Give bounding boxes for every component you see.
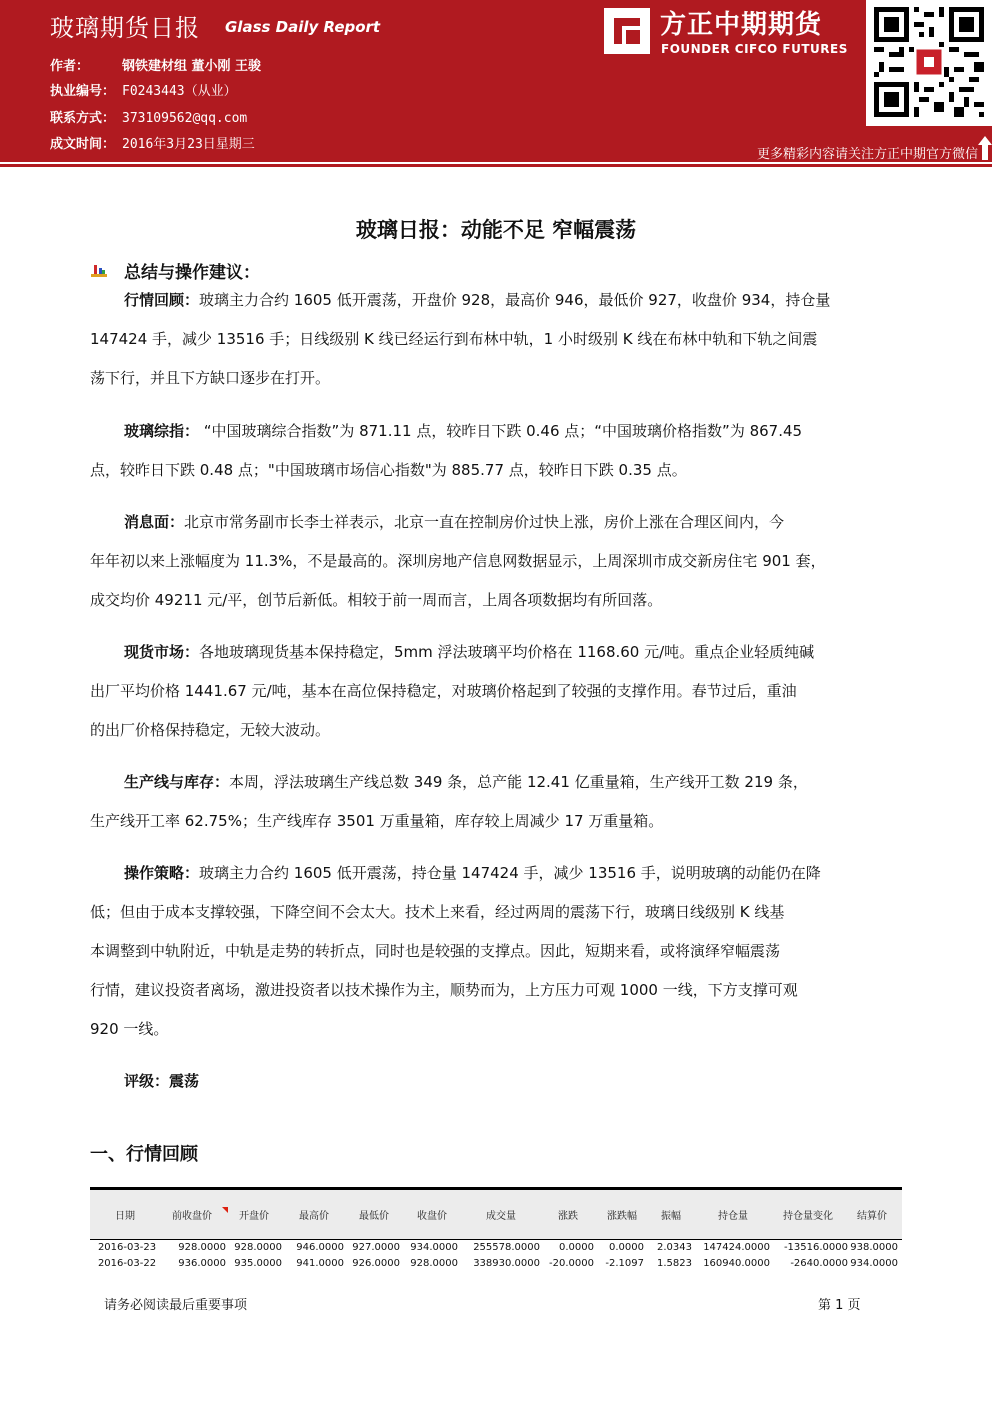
rating-value: 震荡 (169, 1072, 200, 1090)
table-header-cell: 涨跌 (558, 1211, 578, 1222)
table-cell: 938.0000 (850, 1242, 898, 1253)
para-line: 玻璃主力合约 1605 低开震荡，持仓量 147424 手，减少 13516 手，说明玻璃的动能仍在降 (199, 864, 821, 882)
table-cell: 934.0000 (410, 1242, 458, 1253)
para-lead: 现货市场： (124, 643, 200, 661)
report-title-en: Glass Daily Report (225, 18, 381, 36)
summary-heading (90, 258, 260, 283)
table-cell: 934.0000 (850, 1258, 898, 1269)
para-glass-index (90, 412, 906, 490)
qr-code-icon (874, 6, 984, 118)
date-row (50, 133, 255, 152)
contact-value[interactable]: 373109562@qq.com (122, 111, 248, 126)
table-cell: 941.0000 (296, 1258, 344, 1269)
wechat-qr-code[interactable] (866, 0, 992, 126)
date-value: 2016年3月23日星期三 (122, 137, 255, 152)
table-cell: 160940.0000 (703, 1258, 770, 1269)
table-cell: 2016-03-22 (97, 1258, 157, 1269)
summary-heading-text: 总结与操作建议： (124, 263, 260, 283)
table-cell: 928.0000 (234, 1242, 282, 1253)
table-header-cell: 振幅 (661, 1211, 681, 1222)
license-label: 执业编号： (50, 84, 116, 99)
para-line: 年年初以来上涨幅度为 11.3%，不是最高的。深圳房地产信息网数据显示，上周深圳市成交新房住宅 901 套， (90, 552, 826, 570)
para-line: 低；但由于成本支撑较强，下降空间不会太大。技术上来看，经过两周的震荡下行，玻璃日线级别 K 线基 (90, 903, 785, 921)
para-line: 920 一线。 (90, 1020, 169, 1038)
table-header-cell: 前收盘价 (172, 1211, 212, 1222)
para-line: 北京市常务副市长李士祥表示，北京一直在控制房价过快上涨，房价上涨在合理区间内，今 (184, 513, 785, 531)
table-cell: -13516.0000 (783, 1242, 848, 1253)
para-strategy (90, 854, 906, 1049)
para-line: 生产线开工率 62.75%；生产线库存 3501 万重量箱，库存较上周减少 17 万重量箱。 (90, 812, 664, 830)
para-line: 成交均价 49211 元/平，创节后新低。相较于前一周而言，上周各项数据均有所回落。 (90, 591, 663, 609)
para-lead: 行情回顾： (124, 291, 200, 309)
contact-label: 联系方式： (50, 111, 116, 126)
table-cell: -20.0000 (549, 1258, 594, 1269)
logo-text-en: FOUNDER CIFCO FUTURES (661, 42, 848, 56)
table-header-cell: 涨跌幅 (607, 1211, 637, 1222)
para-line: 各地玻璃现货基本保持稳定，5mm 浮法玻璃平均价格在 1168.60 元/吨。重点企业轻质纯碱 (199, 643, 815, 661)
table-header-cell: 最高价 (299, 1211, 329, 1222)
table-header-cell: 开盘价 (239, 1211, 269, 1222)
table-header-cell: 收盘价 (417, 1211, 447, 1222)
para-line: 的出厂价格保持稳定，无较大波动。 (90, 721, 331, 739)
table-cell: 935.0000 (234, 1258, 282, 1269)
footer-disclaimer-note: 请务必阅读最后重要事项 (104, 1298, 248, 1313)
author-value: 钢铁建材组 董小刚 王骏 (122, 59, 262, 74)
table-cell: 255578.0000 (473, 1242, 540, 1253)
para-line: 本周，浮法玻璃生产线总数 349 条，总产能 12.41 亿重量箱，生产线开工数 219 条， (229, 773, 808, 791)
para-lead: 操作策略： (124, 864, 200, 882)
rating-label: 评级： (124, 1072, 170, 1090)
page-number: 第 1 页 (818, 1298, 861, 1313)
table-cell: 338930.0000 (473, 1258, 540, 1269)
para-line: 147424 手，减少 13516 手；日线级别 K 线已经运行到布林中轨，1 小时级别 K 线在布林中轨和下轨之间震 (90, 330, 818, 348)
table-cell: 936.0000 (178, 1258, 226, 1269)
table-cell: 927.0000 (352, 1242, 400, 1253)
para-lead: 生产线与库存： (124, 773, 230, 791)
table-cell: 928.0000 (410, 1258, 458, 1269)
table-header-cell: 持仓量变化 (783, 1211, 833, 1222)
table-header-cell: 最低价 (359, 1211, 389, 1222)
bullet-marker-icon (90, 262, 108, 280)
arrow-up-icon (978, 136, 992, 160)
para-line: 出厂平均价格 1441.67 元/吨，基本在高位保持稳定，对玻璃价格起到了较强的支撑作用。春节过后，重油 (90, 682, 797, 700)
para-line: 行情，建议投资者离场，激进投资者以技术操作为主，顺势而为，上方压力可观 1000 一线，下方支撑可观 (90, 981, 798, 999)
para-production-inventory (90, 763, 906, 841)
report-header (0, 0, 992, 162)
table-cell: 946.0000 (296, 1242, 344, 1253)
logo-text-cn: 方正中期期货 (660, 10, 823, 40)
table-cell: 2.0343 (657, 1242, 692, 1253)
para-line: 荡下行，并且下方缺口逐步在打开。 (90, 369, 331, 387)
para-news (90, 503, 906, 620)
license-value: F0243443（从业） (122, 84, 237, 99)
author-label: 作者： (50, 59, 90, 74)
table-cell: -2.1097 (605, 1258, 644, 1269)
license-row (50, 80, 237, 99)
table-cell: 926.0000 (352, 1258, 400, 1269)
table-header-cell: 持仓量 (718, 1211, 748, 1222)
table-cell: -2640.0000 (790, 1258, 848, 1269)
para-line: “中国玻璃综合指数”为 871.11 点，较昨日下跌 0.46 点；“中国玻璃价格指数”为 867.45 (199, 422, 803, 440)
table-header-cell: 成交量 (486, 1211, 516, 1222)
table-cell: 0.0000 (609, 1242, 644, 1253)
table-cell: 1.5823 (657, 1258, 692, 1269)
table-cell: 147424.0000 (703, 1242, 770, 1253)
para-market-review (90, 281, 906, 398)
table-cell: 928.0000 (178, 1242, 226, 1253)
table-cell: 2016-03-23 (97, 1242, 157, 1253)
para-line: 点，较昨日下跌 0.48 点；"中国玻璃市场信心指数"为 885.77 点，较昨日下跌 0.35 点。 (90, 461, 687, 479)
founder-logo-icon (604, 8, 650, 54)
para-spot-market (90, 633, 906, 750)
para-line: 玻璃主力合约 1605 低开震荡，开盘价 928，最高价 946，最低价 927，收盘价 934，持仓量 (199, 291, 831, 309)
table-header-rule (90, 1239, 902, 1240)
date-label: 成文时间： (50, 137, 116, 152)
author-row (50, 55, 261, 74)
table-header-cell: 结算价 (857, 1211, 887, 1222)
para-lead: 消息面： (124, 513, 185, 531)
table-header-cell: 日期 (115, 1211, 135, 1222)
section-heading-market-review: 一、行情回顾 (90, 1144, 198, 1165)
document-title: 玻璃日报：动能不足 窄幅震荡 (355, 218, 637, 242)
header-rule (0, 164, 992, 167)
para-line: 本调整到中轨附近，中轨是走势的转折点，同时也是较强的支撑点。因此，短期来看，或将演绎窄幅震荡 (90, 942, 781, 960)
report-title-cn: 玻璃期货日报 (50, 14, 200, 42)
table-cell: 0.0000 (559, 1242, 594, 1253)
para-lead: 玻璃综指： (124, 422, 200, 440)
contact-row (50, 107, 247, 126)
para-rating (90, 1062, 906, 1101)
wechat-follow-note: 更多精彩内容请关注方正中期官方微信 (756, 147, 978, 162)
